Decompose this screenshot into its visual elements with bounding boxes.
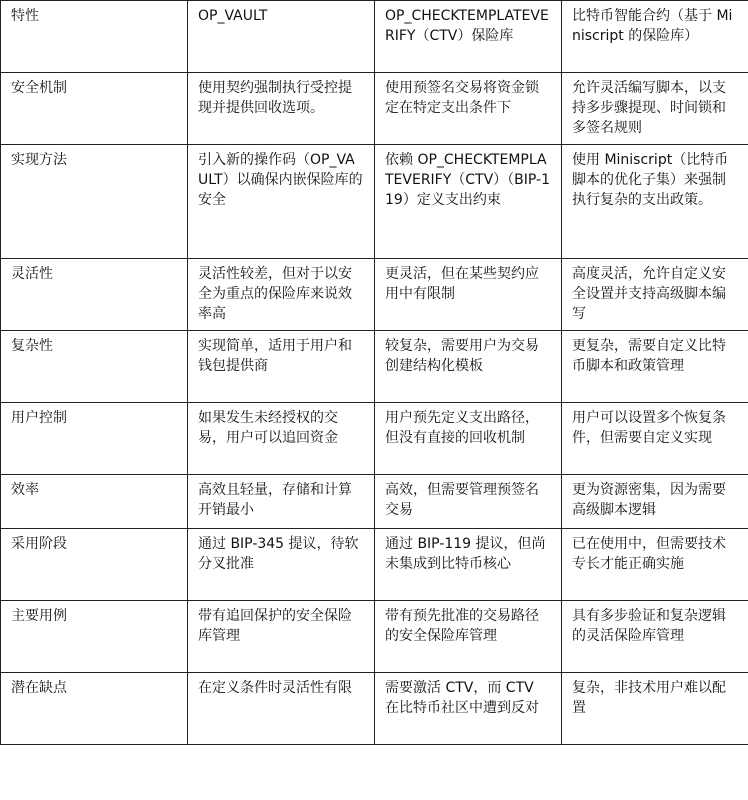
table-cell: 实现简单，适用于用户和钱包提供商: [188, 331, 375, 403]
table-cell: 依赖 OP_CHECKTEMPLATEVERIFY（CTV）（BIP-119）定义支出约束: [375, 145, 562, 259]
table-cell: 使用预签名交易将资金锁定在特定支出条件下: [375, 73, 562, 145]
table-cell: 通过 BIP-345 提议，待软分叉批准: [188, 529, 375, 601]
table-cell: 用户预先定义支出路径，但没有直接的回收机制: [375, 403, 562, 475]
header-cell-feature: 特性: [1, 1, 188, 73]
row-label: 潜在缺点: [1, 673, 188, 745]
table-header-row: [1, 1, 748, 73]
table-cell: 已在使用中，但需要技术专长才能正确实施: [562, 529, 748, 601]
row-label: 采用阶段: [1, 529, 188, 601]
table-cell: 更为资源密集，因为需要高级脚本逻辑: [562, 475, 748, 529]
table-cell: 引入新的操作码（OP_VAULT）以确保内嵌保险库的安全: [188, 145, 375, 259]
table-cell: 在定义条件时灵活性有限: [188, 673, 375, 745]
table-row: [1, 673, 748, 745]
header-cell-op-vault: OP_VAULT: [188, 1, 375, 73]
table-cell: 复杂，非技术用户难以配置: [562, 673, 748, 745]
table-row: [1, 475, 748, 529]
table-cell: 使用契约强制执行受控提现并提供回收选项。: [188, 73, 375, 145]
table-cell: 更复杂，需要自定义比特币脚本和政策管理: [562, 331, 748, 403]
table-cell: 更灵活，但在某些契约应用中有限制: [375, 259, 562, 331]
table-row: [1, 145, 748, 259]
table-cell: 需要激活 CTV，而 CTV 在比特币社区中遭到反对: [375, 673, 562, 745]
table-cell: 带有追回保护的安全保险库管理: [188, 601, 375, 673]
row-label: 实现方法: [1, 145, 188, 259]
table-cell: 使用 Miniscript（比特币脚本的优化子集）来强制执行复杂的支出政策。: [562, 145, 748, 259]
table-row: [1, 259, 748, 331]
header-cell-miniscript-vault: 比特币智能合约（基于 Miniscript 的保险库）: [562, 1, 748, 73]
row-label: 效率: [1, 475, 188, 529]
header-cell-ctv-vault: OP_CHECKTEMPLATEVERIFY（CTV）保险库: [375, 1, 562, 73]
row-label: 灵活性: [1, 259, 188, 331]
table-row: [1, 331, 748, 403]
table-cell: 高效，但需要管理预签名交易: [375, 475, 562, 529]
row-label: 用户控制: [1, 403, 188, 475]
table-cell: 通过 BIP-119 提议，但尚未集成到比特币核心: [375, 529, 562, 601]
table-cell: 高效且轻量，存储和计算开销最小: [188, 475, 375, 529]
table-cell: 灵活性较差，但对于以安全为重点的保险库来说效率高: [188, 259, 375, 331]
table-cell: 用户可以设置多个恢复条件，但需要自定义实现: [562, 403, 748, 475]
table-row: [1, 73, 748, 145]
table-row: [1, 403, 748, 475]
table-cell: 高度灵活，允许自定义安全设置并支持高级脚本编写: [562, 259, 748, 331]
table-cell: 较复杂，需要用户为交易创建结构化模板: [375, 331, 562, 403]
table-cell: 允许灵活编写脚本，以支持多步骤提现、时间锁和多签名规则: [562, 73, 748, 145]
table-cell: 带有预先批准的交易路径的安全保险库管理: [375, 601, 562, 673]
table-row: [1, 529, 748, 601]
row-label: 主要用例: [1, 601, 188, 673]
row-label: 安全机制: [1, 73, 188, 145]
table-cell: 如果发生未经授权的交易，用户可以追回资金: [188, 403, 375, 475]
row-label: 复杂性: [1, 331, 188, 403]
table-row: [1, 601, 748, 673]
table-cell: 具有多步验证和复杂逻辑的灵活保险库管理: [562, 601, 748, 673]
